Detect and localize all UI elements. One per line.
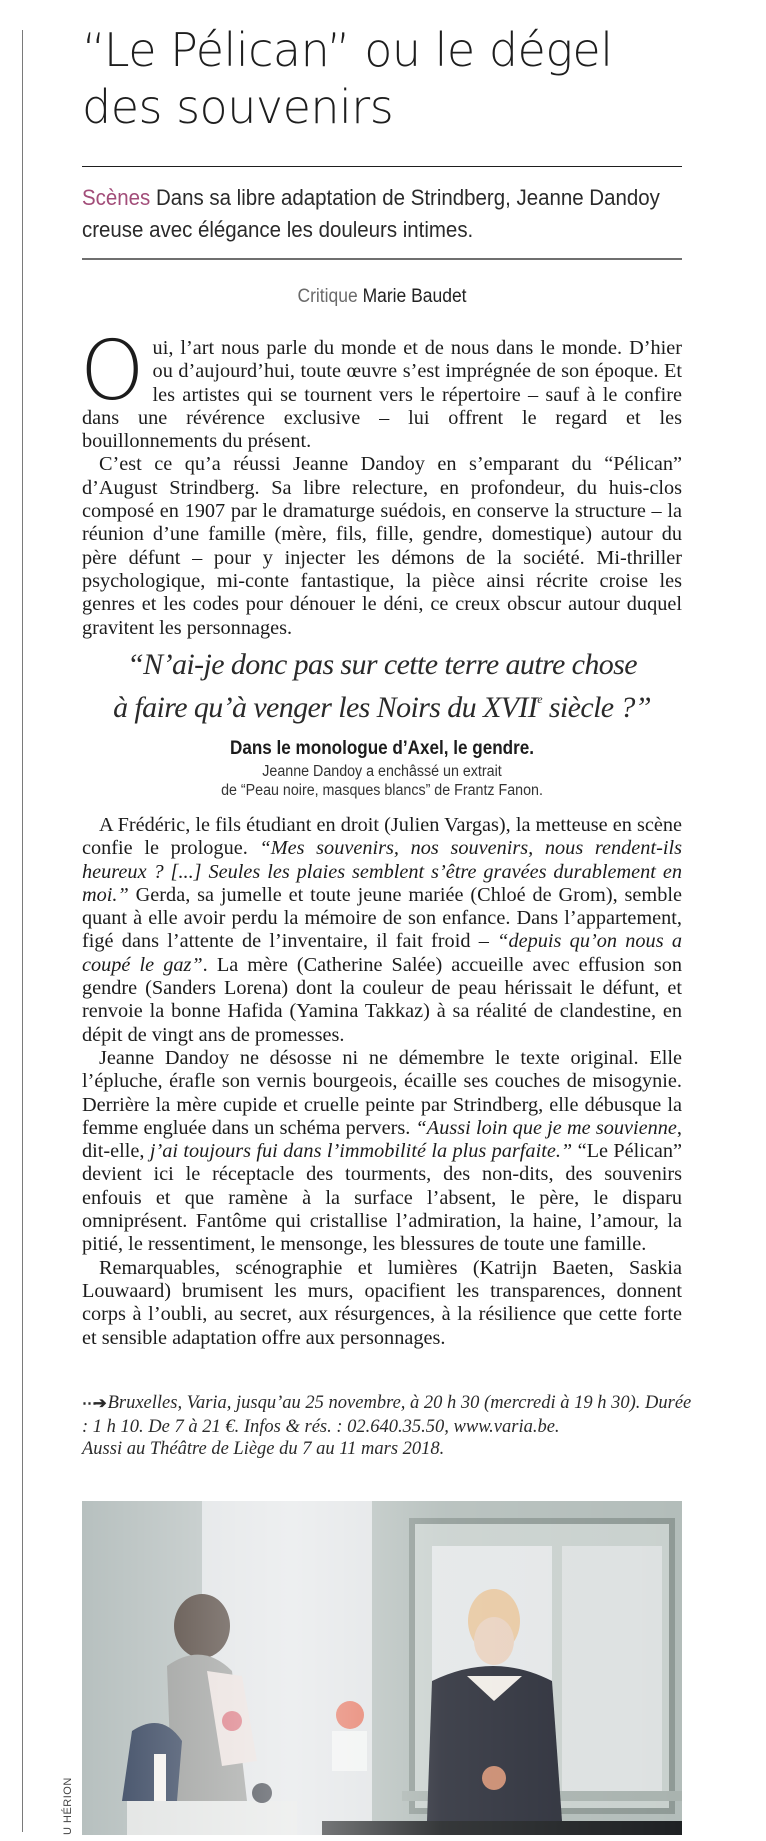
paragraph-3 [82,814,682,1047]
byline-author: Marie Baudet [362,286,467,307]
drop-cap: O [80,324,145,419]
byline-role: Critique [297,286,358,307]
pull-quote-attribution: Dans le monologue d’Axel, le gendre. [229,738,535,759]
pull-quote-line-2a: à faire qu’à venger les Noirs du XVII [113,691,538,724]
stage-photo [82,1501,682,1835]
headline-rule [82,166,682,167]
column-divider-rule [22,30,23,1832]
paragraph-3-text-a: A Frédéric, le fils étudiant en droit (Julien Vargas), la metteuse en scène confie le prologue. [82,814,682,860]
paragraph-4-text-a: Jeanne Dandoy ne désosse ni ne démembre le texte original. Elle l’épluche, érafle son vernis bourgeois, écaille ses couches de misogynie. Derrière la mère cupide et cruelle peinte par Strindberg, elle débusque la femme engluée dans un schéma pervers. [82,1046,682,1139]
paragraph-4-text-c: “Le Pélican” devient ici le réceptacle des tourments, des non-dits, des souvenirs enfouis et que ramène à la surface l’absent, le père, le disparu omniprésent. Fantôme qui cristallise l’admiration, la haine, l’amour, la pitié, le ressentiment, le mensonge, les blessures de toute une famille. [82,1140,683,1256]
headline-line-1: “Le Pélican” ou le dégel [82,23,613,77]
paragraph-4 [82,1047,682,1257]
paragraph-4-quote-2: j’ai toujours fui dans l’immobilité la plus parfaite.” [149,1140,573,1163]
arrow-icon: ⋯➔ [82,1396,104,1412]
practical-info-line-1: Bruxelles, Varia, jusqu’au 25 novembre, à 20 h 30 (mercredi à 19 h 30). Durée : 1 h 10. De 7 à 21 €. Infos & rés. : 02.640.35.50, www.varia.be. [82,1393,692,1437]
pull-quote-note-line-1: Jeanne Dandoy a enchâssé un extrait [262,763,502,780]
paragraph-1-text: ui, l’art nous parle du monde et de nous dans le monde. D’hier ou d’aujourd’hui, toute œuvre s’est imprégnée de son époque. Et les artistes qui se tournent vers le répertoire – sauf à le confire dans une révérence exclusive – lui offrent le regard et les bouillonnements du présent. [82,337,682,453]
stage-photo-illustration [82,1501,682,1835]
deck-rule [82,258,682,260]
paragraph-5: Remarquables, scénographie et lumières (Katrijn Baeten, Saskia Louwaard) brumisent les murs, opacifient les transparences, donnent corps à l’oubli, au secret, aux résurgences, à la résilience que cette forte et sensible adaptation offre aux personnages. [82,1256,682,1349]
pull-quote-line-2b: siècle ?” [541,691,651,724]
practical-info-line-2: Aussi au Théâtre de Liège du 7 au 11 mars 2018. [82,1439,445,1459]
paragraph-1 [80,324,682,453]
paragraph-2: C’est ce qu’a réussi Jeanne Dandoy en s’emparant du “Pélican” d’August Strindberg. Sa libre relecture, en profondeur, du huis-clos composé en 1907 par le dramaturge suédois, en conserve la structure – la réunion d’une famille (mère, fils, fille, gendre, domestique) autour du père défunt – pour y injecter les démons de la société. Mi-thriller psychologique, mi-conte fantastique, la pièce ainsi récrite croise les genres et les codes pour dénouer le déni, ce creux obscur autour duquel gravitent les personnages. [82,453,682,639]
pull-quote-superscript: e [537,692,542,706]
pull-quote [82,648,682,725]
byline [106,286,658,308]
paragraph-3-text-b: Gerda, sa jumelle et toute jeune mariée (Chloé de Grom), semble quant à elle avoir perdu la mémoire de son enfance. Dans l’appartement, figé dans l’attente de l’inventaire, il fait froid – [82,883,682,953]
pull-quote-note-line-2: de “Peau noire, masques blancs” de Frantz Fanon. [221,782,543,799]
deck [82,182,682,246]
paragraph-3-text-c: . La mère (Catherine Salée) accueille avec effusion son gendre (Sanders Lorena) dont la couleur de peau hérissait le défunt, et renvoie la bonne Hafida (Yamina Takkaz) à sa réalité de clandestine, en dépit de vingt ans de promesses. [82,953,682,1046]
article-body-part-2 [82,814,682,1350]
headline-line-2: des souvenirs [82,80,394,134]
article-body-part-1 [80,324,682,640]
paragraph-3-quote-2: “depuis qu’on nous a coupé le gaz” [82,930,682,976]
paragraph-4-text-b: , dit-elle, [82,1116,682,1163]
section-kicker: Scènes [82,185,151,210]
pull-quote-line-1: “N’ai-je donc pas sur cette terre autre chose [127,648,637,681]
practical-info [82,1392,702,1461]
paragraph-3-quote-1: “Mes souvenirs, nos souvenirs, nous rendent-ils heureux ? [...] Seules les plaies semblent s’être gravées durablement en moi.” [82,837,682,906]
photo-credit: U HÉRION [62,1777,74,1835]
pull-quote-note [106,762,658,800]
deck-text: Dans sa libre adaptation de Strindberg, Jeanne Dandoy creuse avec élégance les douleurs intimes. [82,185,660,242]
headline [82,22,702,136]
paragraph-4-quote-1: “Aussi loin que je me souvienne [415,1116,677,1139]
